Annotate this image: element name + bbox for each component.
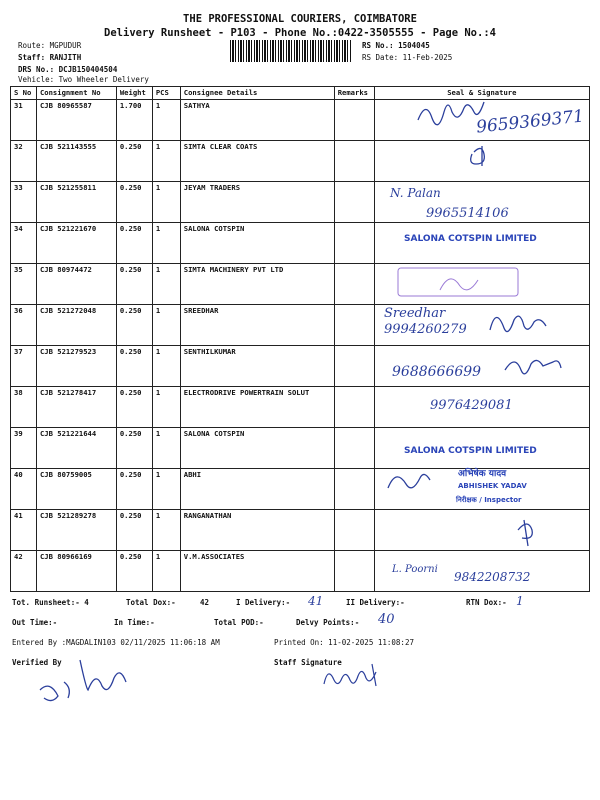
signature-row-41 [518,520,532,546]
printed-on: Printed On: 11-02-2025 11:08:27 [274,638,414,647]
handwritten-phone-row-36: 9994260279 [384,322,467,337]
inspector-stamp-title: निरीक्षक / Inspector [456,496,522,504]
cell-consignment: CJB 521255811 [36,182,116,223]
route-label: Route: MGPUDUR [18,41,82,50]
company-stamp-row-39: SALONA COTSPIN LIMITED [404,446,537,456]
cell-consignee: ELECTRODRIVE POWERTRAIN SOLUT [180,387,334,428]
handwritten-phone-row-42: 9842208732 [454,570,531,584]
ii-delivery-label: II Delivery:- [346,598,405,607]
signature-row-36 [490,316,546,331]
cell-weight: 0.250 [116,264,152,305]
cell-sno: 39 [11,428,37,469]
staff-signature-label: Staff Signature [274,658,342,667]
cell-weight: 0.250 [116,223,152,264]
i-delivery-label: I Delivery:- [236,598,291,607]
col-seal-signature: Seal & Signature [374,87,589,100]
cell-pcs: 1 [152,182,180,223]
tot-runsheet: Tot. Runsheet:- 4 [12,598,89,607]
cell-weight: 0.250 [116,387,152,428]
drs-label: DRS No.: DCJB150404504 [18,65,118,74]
faint-stamp-row-35 [398,268,518,296]
col-remarks: Remarks [334,87,374,100]
cell-pcs: 1 [152,223,180,264]
cell-weight: 0.250 [116,305,152,346]
cell-weight: 0.250 [116,551,152,592]
delvy-points-value: 40 [378,612,395,627]
signature-row-31 [418,102,484,125]
cell-consignment: CJB 521221644 [36,428,116,469]
cell-consignee: SIMTA MACHINERY PVT LTD [180,264,334,305]
staff-label: Staff: RANJITH [18,53,82,62]
inspector-stamp-name: ABHISHEK YADAV [458,482,527,490]
cell-pcs: 1 [152,428,180,469]
signature-row-32 [471,146,485,166]
cell-weight: 0.250 [116,428,152,469]
cell-consignment: CJB 80965587 [36,100,116,141]
cell-pcs: 1 [152,469,180,510]
company-title: THE PROFESSIONAL COURIERS, COIMBATORE [183,13,417,25]
out-time: Out Time:- [12,618,58,627]
cell-weight: 0.250 [116,182,152,223]
cell-consignee: ABHI [180,469,334,510]
cell-consignee: SALONA COTSPIN [180,223,334,264]
cell-sno: 37 [11,346,37,387]
cell-weight: 1.700 [116,100,152,141]
handwritten-phone-row-31: 9659369371 [475,106,585,138]
cell-consignment: CJB 521221670 [36,223,116,264]
company-stamp-row-34: SALONA COTSPIN LIMITED [404,234,537,244]
rs-number: RS No.: 1504045 [362,41,430,50]
cell-sno: 34 [11,223,37,264]
vehicle-label: Vehicle: Two Wheeler Delivery [18,75,149,84]
cell-consignment: CJB 521278417 [36,387,116,428]
delvy-points-label: Delvy Points:- [296,618,360,627]
cell-sno: 38 [11,387,37,428]
rtn-dox-label: RTN Dox:- [466,598,507,607]
cell-pcs: 1 [152,510,180,551]
cell-consignee: SREEDHAR [180,305,334,346]
col-sno: S No [11,87,37,100]
signature-row-40 [388,474,430,488]
cell-consignment: CJB 80966169 [36,551,116,592]
entered-by: Entered By :MAGDALIN103 02/11/2025 11:06:18 AM [12,638,220,647]
handwritten-name-row-42: L. Poorni [392,564,438,575]
cell-consignment: CJB 521279523 [36,346,116,387]
cell-consignee: JEYAM TRADERS [180,182,334,223]
cell-sno: 41 [11,510,37,551]
cell-consignment: CJB 521143555 [36,141,116,182]
signature-row-37 [505,360,561,373]
cell-pcs: 1 [152,264,180,305]
total-pod: Total POD:- [214,618,264,627]
col-consignee: Consignee Details [180,87,334,100]
total-dox-label: Total Dox:- [126,598,176,607]
cell-weight: 0.250 [116,141,152,182]
cell-weight: 0.250 [116,346,152,387]
cell-consignee: V.M.ASSOCIATES [180,551,334,592]
rs-date: RS Date: 11-Feb-2025 [362,53,453,62]
cell-pcs: 1 [152,387,180,428]
cell-consignee: SALONA COTSPIN [180,428,334,469]
in-time: In Time:- [114,618,155,627]
verified-by-label: Verified By [12,658,62,667]
cell-sno: 31 [11,100,37,141]
col-pcs: PCS [152,87,180,100]
cell-weight: 0.250 [116,510,152,551]
cell-consignment: CJB 80974472 [36,264,116,305]
faint-stamp-scribble [440,279,478,290]
cell-sno: 42 [11,551,37,592]
i-delivery-value: 41 [308,594,324,608]
cell-pcs: 1 [152,551,180,592]
handwritten-phone-row-38: 9976429081 [430,398,513,413]
cell-consignee: RANGANATHAN [180,510,334,551]
total-dox-value: 42 [200,598,210,607]
cell-sno: 35 [11,264,37,305]
cell-sno: 40 [11,469,37,510]
cell-consignee: SIMTA CLEAR COATS [180,141,334,182]
cell-pcs: 1 [152,346,180,387]
cell-consignee: SENTHILKUMAR [180,346,334,387]
cell-consignment: CJB 521272048 [36,305,116,346]
cell-pcs: 1 [152,141,180,182]
inspector-stamp-hindi: अभिषेक यादव [458,469,507,479]
cell-consignment: CJB 521289278 [36,510,116,551]
cell-sno: 36 [11,305,37,346]
rtn-dox-value: 1 [516,594,524,608]
handwritten-name-row-36: Sreedhar [384,306,446,321]
cell-consignment: CJB 80759005 [36,469,116,510]
col-consignment: Consignment No [36,87,116,100]
staff-signature-mark [320,660,400,694]
cell-pcs: 1 [152,305,180,346]
cell-consignee: SATHYA [180,100,334,141]
cell-sno: 33 [11,182,37,223]
cell-weight: 0.250 [116,469,152,510]
col-weight: Weight [116,87,152,100]
handwritten-name-row-33: N. Palan [390,186,441,200]
cell-sno: 32 [11,141,37,182]
handwritten-phone-row-33: 9965514106 [426,206,509,221]
runsheet-subtitle: Delivery Runsheet - P103 - Phone No.:0422-3505555 - Page No.:4 [104,27,496,39]
handwritten-phone-row-37: 9688666699 [392,364,482,380]
cell-pcs: 1 [152,100,180,141]
